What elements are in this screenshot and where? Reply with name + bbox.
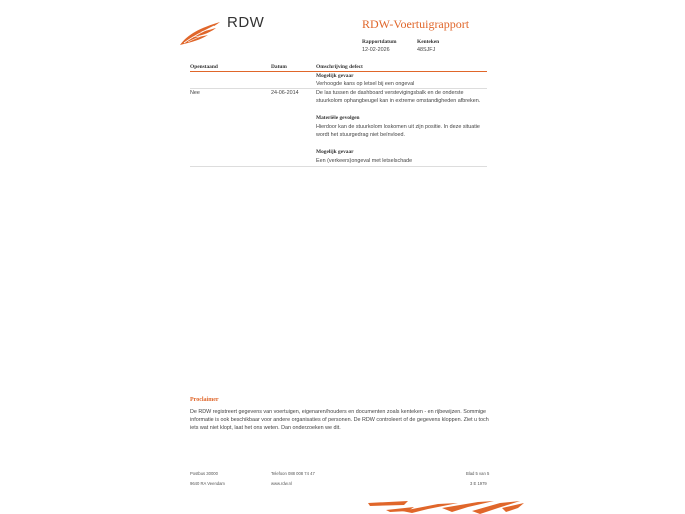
footer-website[interactable]: www.rdw.nl [271, 481, 292, 486]
footer-page: Blad 5 van 5 [466, 471, 490, 476]
plate-value: 48SJFJ [417, 47, 436, 53]
header-divider [190, 71, 487, 72]
report-title: RDW-Voertuigrapport [362, 17, 470, 31]
block-title: Materiële gevolgen [316, 115, 360, 121]
block-text: Verhoogde kans op letsel bij een ongeval [316, 81, 415, 87]
column-header-openstaand: Openstaand [190, 64, 218, 70]
defect-description: De las tussen de dashboard verstevigingsbalk en de onderste stuurkolom ophangbeugel kan in extreme omstandigheden afbreken. [316, 90, 481, 104]
disclaimer-text: De RDW registreert gegevens van voertuigen, eigenaren/houders en documenten zoals kenteken - en rijbewijzen. Sommige informatie is ook beschikbaar voor andere organisaties of personen. De RDW controleert of de gegevens kloppen. Ziet u toch iets wat niet klopt, laat het ons weten. Dan onderzoeken we dit. [190, 409, 489, 432]
block-title: Mogelijk gevaar [316, 73, 354, 79]
plate-label: Kenteken [417, 39, 440, 45]
report-date-label: Rapportdatum [362, 39, 397, 45]
cell-datum: 24-06-2014 [271, 90, 299, 96]
footer-code: 3 E 1979 [470, 481, 487, 486]
logo-text: RDW [227, 14, 265, 31]
block-text: Een (verkeers)ongeval met letselschade [316, 158, 413, 164]
rdw-logo-icon [178, 20, 222, 46]
column-header-datum: Datum [271, 64, 287, 70]
block-title: Mogelijk gevaar [316, 149, 354, 155]
footer-phone: Telefoon 088 008 74 47 [271, 471, 315, 476]
row-divider [190, 166, 487, 167]
column-header-omschrijving: Omschrijving defect [316, 64, 363, 70]
footer-postbus: Postbus 30000 [190, 471, 218, 476]
report-date-value: 12-02-2026 [362, 47, 390, 53]
brand-swoosh-icon [368, 499, 526, 514]
block-text: Hierdoor kan de stuurkolom loskomen uit zijn positie. In deze situatie wordt het stuurgedrag niet beïnvloed. [316, 124, 480, 138]
cell-openstaand: Nee [190, 90, 200, 96]
footer-city: 9640 RA Veendam [190, 481, 225, 486]
disclaimer-title: Proclaimer [190, 397, 219, 403]
